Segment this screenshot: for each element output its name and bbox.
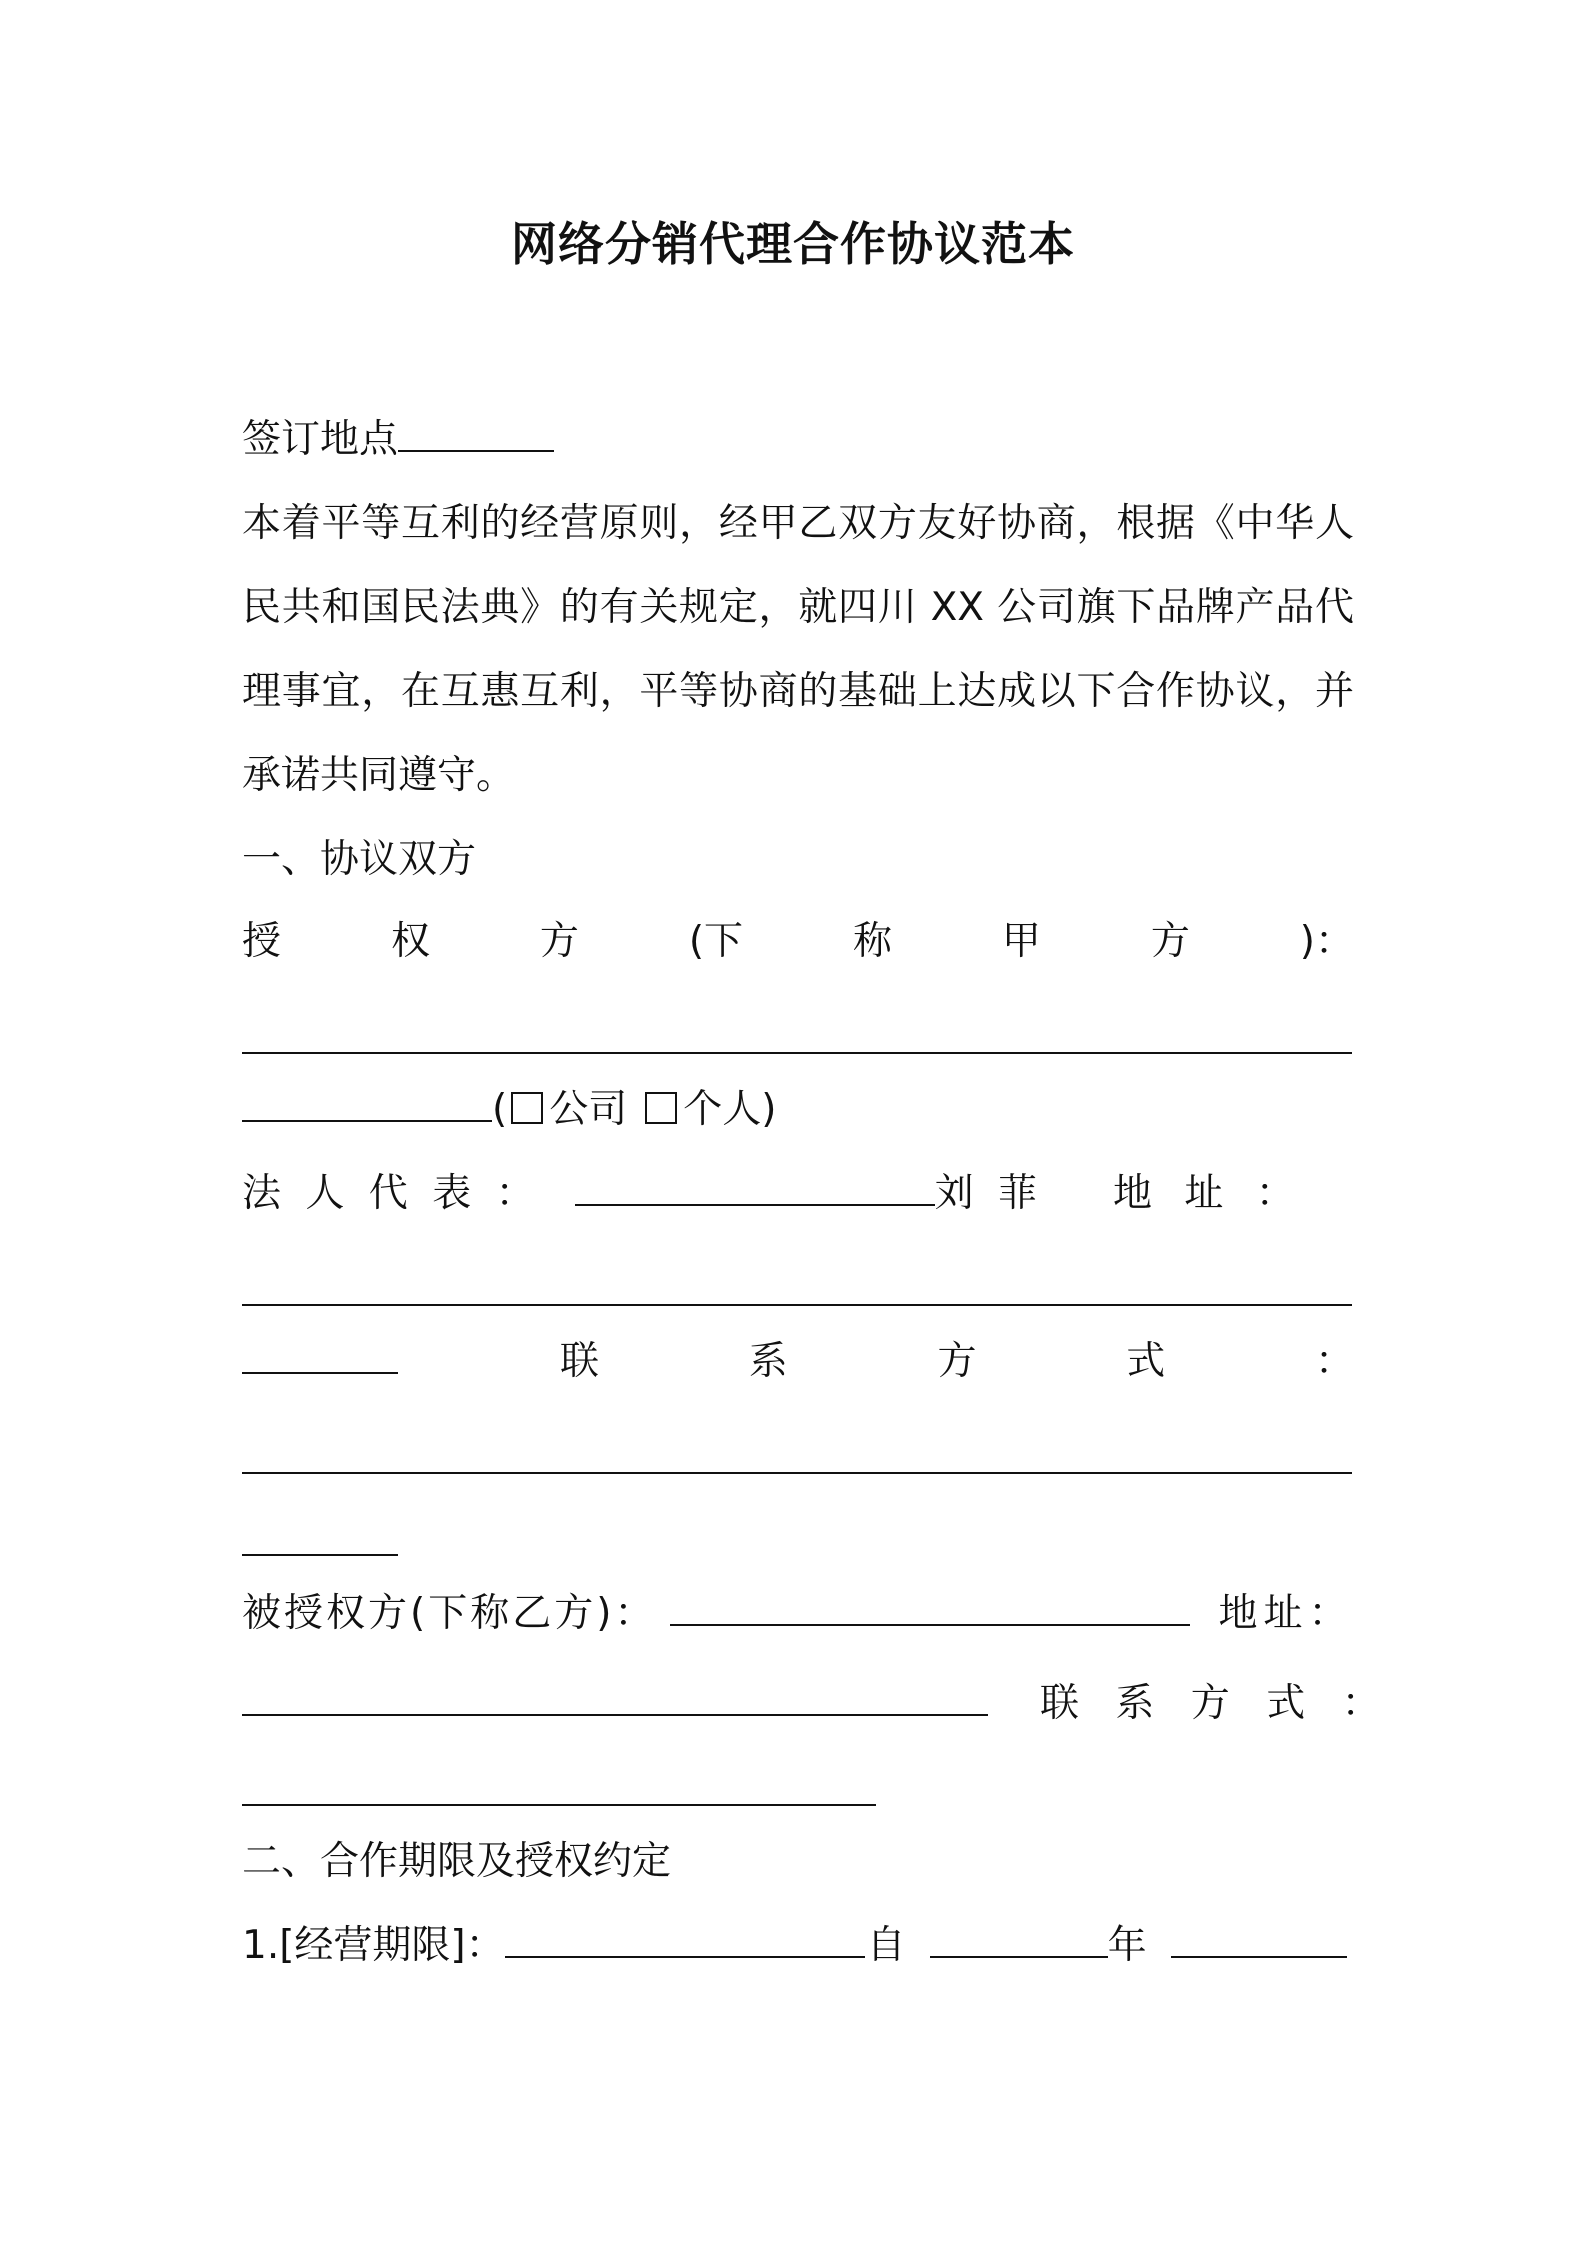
term-month-blank[interactable] [1171,1952,1347,1958]
signing-place-blank[interactable] [398,446,554,452]
contact-label-char: 方 [937,1339,977,1384]
address-blank[interactable] [242,1304,1352,1306]
party-a-label-char: )： [1299,919,1354,964]
party-a-label-row [242,914,1354,970]
party-b-address-blank[interactable] [242,1710,988,1716]
party-b-address-label: 地址： [1218,1591,1354,1636]
intro-line-2: 民共和国民法典》的有关规定，就四川 XX 公司旗下品牌产品代 [242,585,1354,630]
legal-rep-blank[interactable] [575,1200,935,1206]
party-b-contact-blank[interactable] [242,1804,876,1806]
section-2-heading: 二、合作期限及授权约定 [242,1839,672,1884]
contact-blank-cont[interactable] [242,1554,398,1556]
party-b-contact-label: 联 系 方 式 ： [1040,1681,1393,1726]
term-label: 1.[经营期限]： [242,1923,505,1968]
party-b-line [242,1586,1354,1642]
intro-line-1: 本着平等互利的经营原则，经甲乙双方友好协商，根据《中华人 [242,501,1354,546]
entity-company-label: 公司 [549,1087,628,1132]
signing-place-line [242,412,1354,468]
document-title: 网络分销代理合作协议范本 [511,217,1075,271]
signing-place-label: 签订地点 [242,417,399,462]
contact-label-row [560,1334,1354,1390]
term-year: 年 [1107,1923,1147,1968]
party-b-label: 被授权方(下称乙方)： [242,1591,657,1636]
term-line [242,1918,1354,1974]
term-from: 自 [866,1923,906,1968]
party-a-label-char: (下 [688,919,744,964]
address-label: 地 址 ： [1113,1171,1305,1216]
intro-line-3: 理事宜，在互惠互利，平等协商的基础上达成以下合作协议，并 [242,669,1354,714]
legal-rep-name: 刘 菲 [934,1171,1043,1216]
legal-rep-line [242,1166,1354,1222]
entity-type-open: ( [492,1087,508,1132]
entity-person-label: 个人) [683,1087,777,1132]
legal-rep-label: 法 人 代 表 ： [242,1171,541,1216]
party-b-name-blank[interactable] [670,1620,1190,1626]
person-checkbox[interactable] [645,1092,677,1124]
party-a-label-char: 方 [1150,919,1190,964]
intro-line-4: 承诺共同遵守。 [242,753,516,798]
party-a-label-char: 方 [539,919,579,964]
contact-blank[interactable] [242,1472,1352,1474]
party-a-name-blank-cont[interactable] [242,1116,492,1122]
entity-type-line [242,1082,1354,1138]
company-checkbox[interactable] [511,1092,543,1124]
party-a-label-char: 甲 [1001,919,1041,964]
party-a-label-char: 权 [390,919,430,964]
term-start-blank[interactable] [505,1952,865,1958]
contact-label-char: ： [1314,1339,1354,1384]
party-a-name-blank[interactable] [242,1052,1352,1054]
contact-label-char: 式 [1126,1339,1166,1384]
party-a-label-char: 称 [852,919,892,964]
term-year-blank[interactable] [930,1952,1108,1958]
contact-label-char: 系 [748,1339,788,1384]
address-blank-cont[interactable] [242,1372,398,1374]
contact-label-char: 联 [560,1339,600,1384]
party-a-label-char: 授 [242,919,282,964]
section-1-heading: 一、协议双方 [242,837,477,882]
party-b-contact-line [242,1676,1393,1732]
